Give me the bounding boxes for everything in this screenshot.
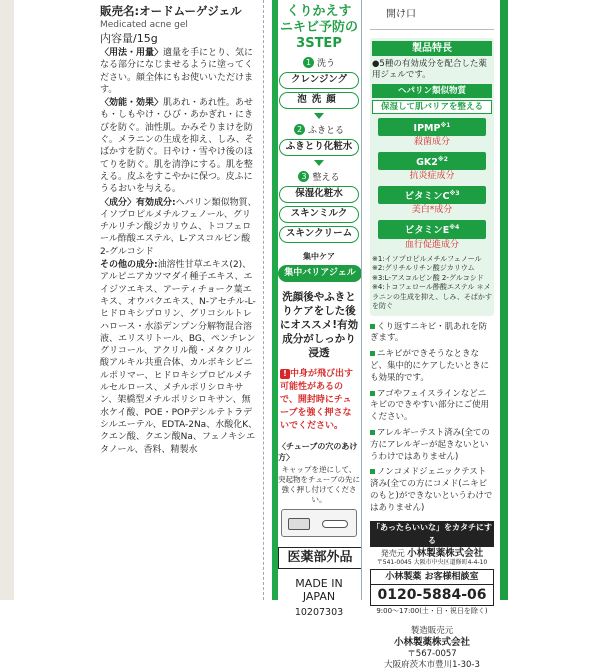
ingredient-name: GK2 bbox=[416, 157, 438, 169]
left-edge bbox=[0, 0, 14, 600]
english-name: Medicated acne gel bbox=[100, 20, 188, 30]
ingredient-effect: 殺菌成分 bbox=[413, 137, 450, 148]
steps-column bbox=[272, 0, 360, 618]
tube-illustration bbox=[281, 509, 357, 537]
heparin-sub: 保湿して肌バリアを整える bbox=[372, 100, 492, 114]
step-2 bbox=[278, 123, 360, 136]
step-number: 1 bbox=[303, 57, 314, 68]
bullet-item bbox=[370, 389, 494, 424]
product-code: 10207303 bbox=[294, 607, 344, 618]
ingredient-ipmp bbox=[378, 118, 486, 136]
ingredient-mark: ※1 bbox=[440, 122, 451, 129]
brand-slogan: 「あったらいいな」をカタチにする bbox=[370, 521, 494, 547]
step-number: 3 bbox=[298, 171, 309, 182]
bullet-text: くり返すニキビ・肌あれを防ぎます。 bbox=[370, 321, 488, 344]
usage-heading: 〈用法・用量〉 bbox=[100, 48, 164, 58]
fold-line bbox=[263, 0, 268, 600]
other-section bbox=[100, 259, 258, 456]
ingredient-vitamin-c bbox=[378, 186, 486, 204]
opening-label: 開け口 bbox=[370, 0, 494, 30]
bullet-item bbox=[370, 349, 494, 384]
usage-section bbox=[100, 47, 258, 96]
manufacturer-zip: 〒567-0057 bbox=[407, 648, 457, 659]
cap-icon bbox=[288, 518, 310, 530]
quasi-drug-badge: 医薬部外品 bbox=[278, 547, 362, 569]
manufacturer-address: 大阪府茨木市豊川1-30-3 bbox=[384, 660, 480, 671]
title-line-3: 3STEP bbox=[296, 36, 342, 51]
made-in-line-1: MADE IN bbox=[295, 577, 343, 590]
other-heading: その他の成分: bbox=[100, 260, 158, 271]
ingredient-name: ビタミンE bbox=[404, 225, 450, 237]
bullet-text: アレルギーテスト済み(全ての方にアレルギーが起きないというわけではありません) bbox=[370, 428, 490, 462]
seller-address: 〒541-0045 大阪市中央区道修町4-4-10 bbox=[376, 558, 488, 566]
step-label: 洗う bbox=[316, 59, 335, 69]
ingredient-vitamin-e bbox=[378, 220, 486, 238]
seller-info bbox=[370, 549, 494, 559]
warning-icon: ! bbox=[280, 369, 290, 379]
effect-heading: 〈効能・効果〉 bbox=[100, 98, 164, 109]
heparin-title: ヘパリン類似物質 bbox=[372, 84, 492, 98]
step-item-foam-wash: 泡洗顔 bbox=[279, 92, 359, 109]
bullet-item bbox=[370, 428, 494, 463]
bullet-text: ニキビができそうなときなど、集中的にケアしたいときにも効果的です。 bbox=[370, 349, 490, 383]
bullet-item bbox=[370, 322, 494, 346]
ingredient-name: ビタミンC bbox=[404, 191, 450, 203]
effect-section bbox=[100, 97, 258, 195]
step-label: 整える bbox=[312, 173, 340, 183]
manufacturer-label: 製造販売元 bbox=[410, 625, 454, 636]
bullet-text: アゴやフェイスラインなどニキビのできやすい部分にご使用ください。 bbox=[370, 388, 490, 423]
ingredient-section bbox=[100, 197, 258, 258]
ingredient-heading: 〈成分〉有効成分: bbox=[100, 197, 176, 208]
caution-note bbox=[278, 368, 360, 433]
title-line-2: ニキビ予防の bbox=[279, 20, 358, 35]
ingredient-name: IPMP bbox=[413, 123, 441, 135]
made-in-line-2: JAPAN bbox=[302, 590, 336, 603]
features-column bbox=[370, 0, 494, 671]
step-item-cleansing: クレンジング bbox=[279, 72, 359, 89]
step-item-skin-cream: スキンクリーム bbox=[279, 226, 359, 243]
manufacturer-company: 小林製薬株式会社 bbox=[393, 637, 470, 649]
business-hours: 9:00〜17:00(土・日・祝日を除く) bbox=[376, 606, 488, 615]
made-in bbox=[278, 577, 360, 603]
usage-tip: 洗顔後やふきとりケアをした後にオススメ!有効成分がしっかり浸透 bbox=[279, 291, 359, 359]
features-heading: 製品特長 bbox=[372, 41, 492, 56]
seller-company: 小林製薬株式会社 bbox=[407, 547, 484, 559]
other-text: 油溶性甘草エキス(2)、アルピニアカツマダイ種子エキス、エイジツエキス、アーティチョーク葉エキス、オウバクエキス、N-アセチル-L-ヒドロキシプロリン、グリコシルトレハロース・水添デンプン分解物混合溶液、エリスリトール、BG、ペンチレングリコール、アクリル酸・メタクリル酸アルキル共重合体、カルボキシビニルポリマー、ヒドロキシプロピルメチルセルロース、メチルポリシロキサン、架橋型メチルポリシロキサン、無水ケイ酸、POE・POPデシルテトラデシルエーテル、EDTA-2Na、水酸化K、クエン酸、クエン酸Na、フェノキシエタノール、香料、精製水 bbox=[100, 260, 258, 455]
step-item-moist-toner: 保湿化粧水 bbox=[279, 186, 359, 203]
customer-center-label: 小林製薬 お客様相談室 bbox=[370, 569, 494, 585]
steps-title bbox=[278, 4, 360, 52]
down-arrow-icon bbox=[314, 160, 324, 166]
ingredient-mark: ※3 bbox=[449, 190, 460, 198]
ingredient-effect: 美白*成分 bbox=[411, 205, 453, 216]
feature-bullets bbox=[370, 322, 494, 515]
opening-text: キャップを逆にして、突起物をチューブの先に強く押し付けてください。 bbox=[278, 465, 360, 504]
down-arrow-icon bbox=[314, 113, 324, 119]
title-line-1: くりかえす bbox=[286, 4, 352, 19]
opening-heading: 〈チューブの穴のあけ方〉 bbox=[278, 442, 358, 462]
effect-text: 肌あれ・あれ性。あせも・しもやけ・ひび・あかぎれ・にきびを防ぐ。油性肌。かみそりまけを防ぐ。メラニンの生成を抑え、しみ、そばかすを防ぐ。日やけ・雪やけ後のほてりを防ぐ。肌を清浄にする。肌を整える。皮ふをすこやかに保つ。皮ふにうるおいを与える。 bbox=[100, 98, 254, 195]
volume: 内容量/15g bbox=[100, 32, 158, 45]
product-name: 販売名:オードムーゲジェル bbox=[100, 4, 242, 18]
ingredient-notes: ※1:イソプロピルメチルフェノール ※2:グリチルリチン酸ジカリウム ※3:L-アスコルビン酸 2-グルコシド ※4:トコフェロール酢酸エステル ＊メラニンの生成を抑え、しみ、そばかすを防ぐ bbox=[372, 254, 492, 311]
bullet-text: ノンコメドジェニックテスト済み(全ての方にコメド(ニキビのもと)ができないというわけではありません) bbox=[370, 467, 493, 513]
product-info-column bbox=[100, 4, 258, 600]
ingredient-mark: ※4 bbox=[449, 224, 460, 232]
ingredient-gk2 bbox=[378, 152, 486, 170]
step-number: 2 bbox=[294, 124, 305, 135]
seller-label: 発売元 bbox=[380, 548, 405, 558]
caution-text: 中身が飛び出す可能性があるので、開封時にチューブを強く押さないでください。 bbox=[280, 369, 354, 431]
features-intro: ●5種の有効成分を配合した薬用ジェルです。 bbox=[372, 59, 487, 80]
usage-text: 適量を手にとり、気になる部分になじませるように塗ってください。顔全体にもお使いいただけます。 bbox=[100, 48, 254, 95]
ingredient-mark: ※2 bbox=[437, 156, 448, 164]
ingredient-effect: 血行促進成分 bbox=[404, 239, 459, 250]
nozzle-icon bbox=[322, 520, 348, 528]
green-edge bbox=[272, 0, 278, 600]
fold-line-2 bbox=[361, 0, 362, 600]
step-3 bbox=[278, 170, 360, 183]
ingredient-effect: 抗炎症成分 bbox=[409, 171, 455, 182]
right-green-bar bbox=[500, 0, 508, 600]
bullet-item bbox=[370, 467, 494, 514]
focus-care-label: 集中ケア bbox=[303, 252, 335, 261]
phone-number: 0120-5884-06 bbox=[370, 585, 494, 606]
step-item-wipe-toner: ふきとり化粧水 bbox=[279, 139, 359, 156]
step-label: ふきとる bbox=[307, 126, 344, 136]
step-1 bbox=[278, 56, 360, 69]
manufacturer-info bbox=[370, 626, 494, 672]
focus-barrier-gel: 集中バリアジェル bbox=[278, 265, 362, 282]
step-item-skin-milk: スキンミルク bbox=[279, 206, 359, 223]
ingredient-text: ヘパリン類似物質、イソプロピルメチルフェノール、グリチルリチン酸ジカリウム、トコフェロール酢酸エステル、L-アスコルビン酸 2-グルコシド bbox=[100, 197, 257, 257]
features-box bbox=[370, 38, 494, 316]
